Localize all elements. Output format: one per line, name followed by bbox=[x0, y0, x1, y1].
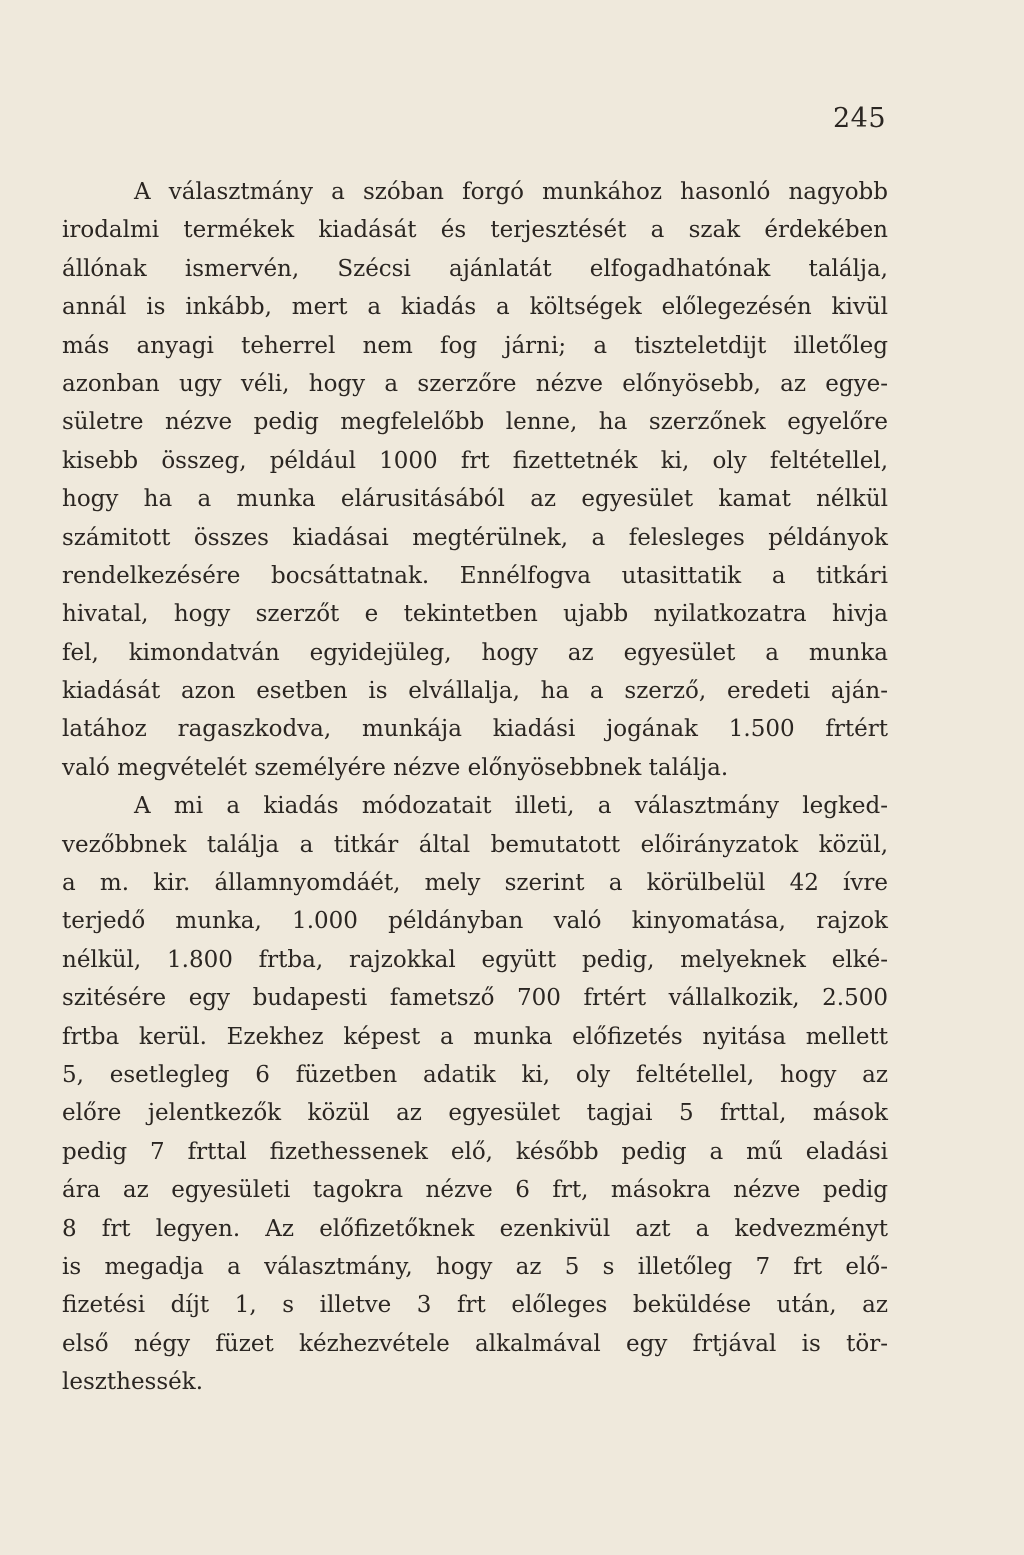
text-line: ára az egyesületi tagokra nézve 6 frt, másokra nézve pedig bbox=[62, 1177, 888, 1204]
text-line: 5, esetlegleg 6 füzetben adatik ki, oly feltétellel, hogy az bbox=[62, 1061, 888, 1088]
text-line: 8 frt legyen. Az előfizetőknek ezenkivül azt a kedvezményt bbox=[62, 1215, 888, 1242]
text-line: a m. kir. államnyomdáét, mely szerint a körülbelül 42 ívre bbox=[62, 870, 888, 897]
text-line: nélkül, 1.800 frtba, rajzokkal együtt pedig, melyeknek elké- bbox=[62, 946, 888, 973]
text-line: azonban ugy véli, hogy a szerzőre nézve előnyösebb, az egye- bbox=[62, 370, 888, 397]
text-line: latához ragaszkodva, munkája kiadási jogának 1.500 frtért bbox=[62, 716, 888, 743]
text-line: első négy füzet kézhezvétele alkalmával egy frtjával is tör- bbox=[62, 1330, 888, 1357]
text-line: való megvételét személyére nézve előnyösebbnek találja. bbox=[62, 754, 729, 781]
text-line: is megadja a választmány, hogy az 5 s illetőleg 7 frt elő- bbox=[62, 1253, 888, 1280]
text-line: hivatal, hogy szerzőt e tekintetben ujabb nyilatkozatra hivja bbox=[62, 601, 888, 628]
body-text bbox=[62, 173, 888, 1402]
text-line: kiadását azon esetben is elvállalja, ha a szerző, eredeti aján- bbox=[62, 678, 888, 705]
text-line: terjedő munka, 1.000 példányban való kinyomatása, rajzok bbox=[62, 908, 888, 935]
text-line: leszthessék. bbox=[62, 1369, 204, 1396]
text-line: fel, kimondatván egyidejüleg, hogy az egyesület a munka bbox=[62, 639, 888, 666]
text-line: állónak ismervén, Szécsi ajánlatát elfogadhatónak találja, bbox=[62, 255, 888, 282]
text-line: rendelkezésére bocsáttatnak. Ennélfogva utasittatik a titkári bbox=[62, 562, 888, 589]
text-line: A választmány a szóban forgó munkához hasonló nagyobb bbox=[134, 179, 888, 205]
text-line: pedig 7 frttal fizethessenek elő, később pedig a mű eladási bbox=[62, 1138, 888, 1165]
text-line: A mi a kiadás módozatait illeti, a választmány legked- bbox=[134, 793, 888, 820]
text-line: frtba kerül. Ezekhez képest a munka előfizetés nyitása mellett bbox=[62, 1023, 888, 1050]
text-line: kisebb összeg, például 1000 frt fizettetnék ki, oly feltétellel, bbox=[62, 447, 888, 474]
text-line: számitott összes kiadásai megtérülnek, a felesleges példányok bbox=[62, 524, 888, 551]
text-line: annál is inkább, mert a kiadás a költségek előlegezésén kivül bbox=[62, 294, 888, 321]
text-line: szitésére egy budapesti fametsző 700 frtért vállalkozik, 2.500 bbox=[62, 985, 888, 1012]
text-line: vezőbbnek találja a titkár által bemutatott előirányzatok közül, bbox=[62, 831, 888, 858]
page-number: 245 bbox=[833, 103, 887, 134]
text-line: fizetési díjt 1, s illetve 3 frt előleges beküldése után, az bbox=[62, 1292, 888, 1319]
text-line: sületre nézve pedig megfelelőbb lenne, ha szerzőnek egyelőre bbox=[62, 409, 888, 436]
text-line: irodalmi termékek kiadását és terjesztését a szak érdekében bbox=[62, 217, 888, 244]
text-line: előre jelentkezők közül az egyesület tagjai 5 frttal, mások bbox=[62, 1100, 888, 1127]
text-line: más anyagi teherrel nem fog járni; a tiszteletdijt illetőleg bbox=[62, 332, 888, 359]
text-line: hogy ha a munka elárusitásából az egyesület kamat nélkül bbox=[62, 486, 888, 513]
